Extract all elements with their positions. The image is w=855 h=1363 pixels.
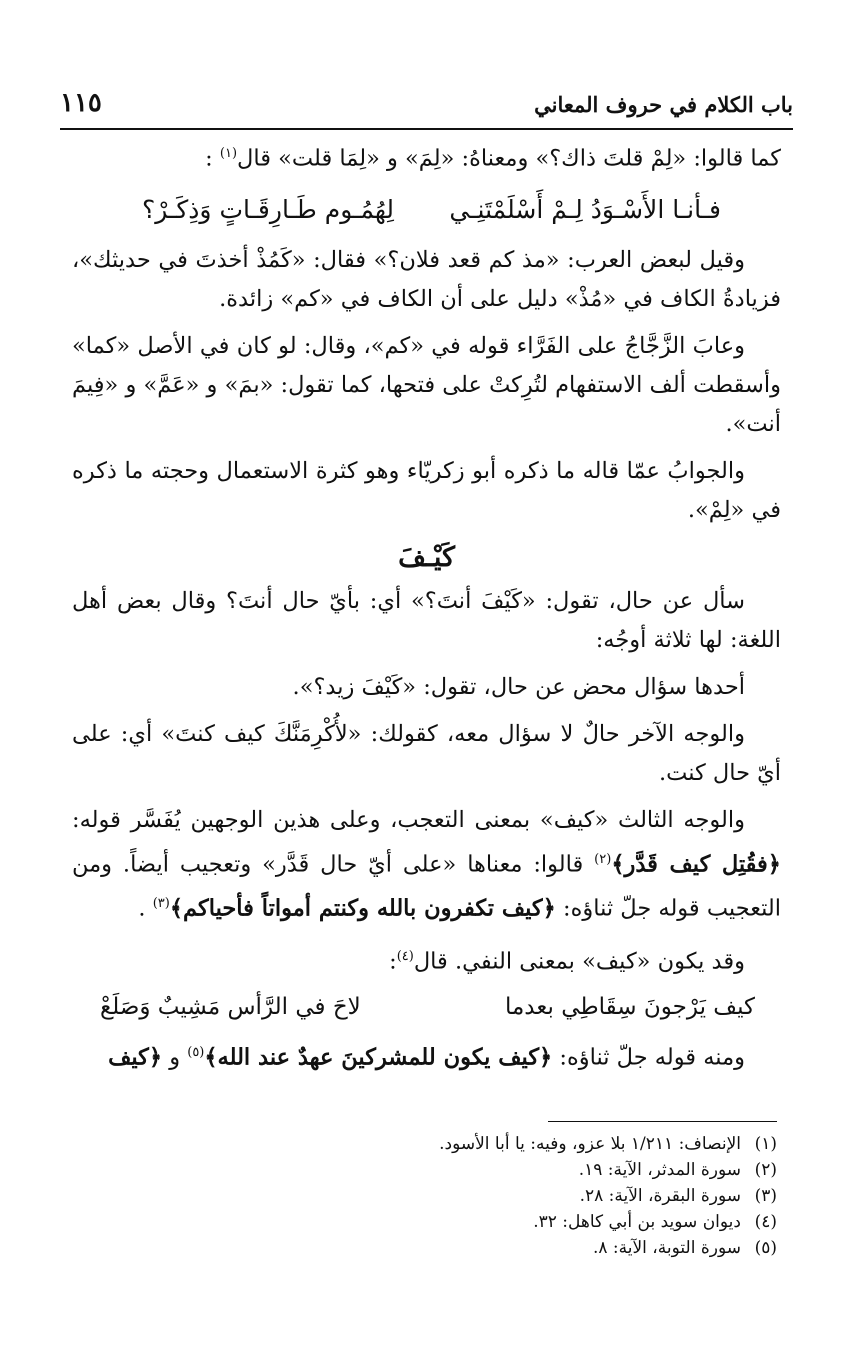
footnote-ref-3: (٣) (152, 896, 170, 911)
verse-1-second-hemistich: لِهُمُـوم طَـارِقَـاتٍ وَذِكَـرْ؟ (142, 195, 395, 224)
footnote-number: (١) (754, 1134, 777, 1154)
paragraph-10 (72, 1033, 781, 1078)
footnote-number: (٢) (754, 1160, 777, 1180)
paragraph-6: أحدها سؤال محض عن حال، تقول: «كَيْفَ زيد؟». (292, 673, 745, 700)
footnote-text: ديوان سويد بن أبي كاهل: ٣٢. (533, 1212, 741, 1232)
running-title: باب الكلام في حروف المعاني (534, 92, 793, 117)
footnote (90, 1131, 777, 1157)
quran-quote: ﴿فقُتِل كيف قَدَّر﴾ (611, 851, 781, 877)
footnote (90, 1157, 777, 1183)
footnote-text: سورة البقرة، الآية: ٢٨. (579, 1186, 741, 1206)
header-rule (60, 128, 793, 130)
text-span: . (138, 895, 146, 922)
paragraph-8 (72, 801, 781, 929)
quran-quote: ﴿كيف (108, 1044, 163, 1071)
footnote (90, 1183, 777, 1209)
footnote-text: سورة التوبة، الآية: ٨. (592, 1238, 741, 1258)
page-header (60, 88, 793, 128)
footnote-number: (٣) (754, 1186, 777, 1206)
footnote (90, 1235, 777, 1261)
text-span: والوجه الثالث «كيف» بمعنى التعجب، وعلى هذين الوجهين يُفَسَّر قوله: (72, 806, 745, 833)
section-title: كَيْـفَ (398, 541, 455, 573)
verse-2 (72, 981, 781, 1033)
footnote-text: الإنصاف: ١/٢١١ بلا عزو، وفيه: يا أبا الأسود. (439, 1134, 741, 1154)
paragraph-7: والوجه الآخر حالٌ لا سؤال معه، كقولك: «لأُكْرِمَنَّكَ كيف كنتَ» أي: على أيّ حال كنت. (72, 720, 781, 786)
verse-2-first-hemistich: كيف يَرْجونَ سِقَاطِي بعدما (504, 994, 755, 1020)
quran-quote: ﴿كيف تكفرون بالله وكنتم أمواتاً فأحياكم﴾ (169, 895, 556, 922)
paragraph-5: سأل عن حال، تقول: «كَيْفَ أنتَ؟» أي: بأيّ حال أنتَ؟ وقال بعض أهل اللغة: لها ثلاثة أوجُه: (72, 587, 781, 653)
paragraph-2: وقيل لبعض العرب: «مذ كم قعد فلان؟» فقال: «كَمُذْ أخذتَ في حديثك»، فزيادةُ الكاف في «مُذْ» دليل على أن الكاف في «كم» زائدة. (72, 246, 781, 312)
paragraph-4: والجوابُ عمّا قاله ما ذكره أبو زكريّاء وهو كثرة الاستعمال وحجته ما ذكره في «لِمْ». (72, 457, 781, 523)
text-span: ومنه قوله جلّ ثناؤه: (559, 1044, 745, 1071)
footnote-text: سورة المدثر، الآية: ١٩. (578, 1160, 741, 1180)
text-span: وقد يكون «كيف» بمعنى النفي. قال (413, 948, 745, 974)
main-text (72, 134, 781, 1078)
paragraph-1 (72, 134, 781, 179)
text-span: قالوا: معناها «على أيّ حال قَدَّر» وتعجيب أيضاً. ومن التعجيب قوله جلّ ثناؤه: (72, 851, 781, 922)
text-span: كما قالوا: «لِمْ قلتَ ذاك؟» ومعناهُ: «لِمَ» و «لِمَا قلت» قال (237, 145, 781, 172)
page-number: ١١٥ (60, 88, 102, 118)
footnote-ref-2: (٢) (594, 851, 612, 867)
text-span: و (169, 1044, 181, 1071)
paragraph-9 (72, 937, 781, 982)
footnote (90, 1209, 777, 1235)
footnotes (90, 1131, 777, 1261)
text-span: : (389, 948, 397, 974)
footnote-ref-5: (٥) (187, 1045, 205, 1060)
footnote-number: (٤) (754, 1212, 777, 1232)
verse-1-first-hemistich: فـأنـا الأَسْـوَدُ لِـمْ أَسْلَمْتَنِـي (449, 195, 721, 224)
footnote-rule (548, 1121, 777, 1122)
footnote-ref-4: (٤) (396, 948, 414, 964)
footnote-ref-1: (١) (219, 146, 238, 161)
paragraph-3: وعابَ الزَّجَّاجُ على الفَرَّاء قوله في «كم»، وقال: لو كان في الأصل «كما» وأسقطت ألف الاستفهام لتُرِكتْ على فتحها، كما تقول: «بمَ» و «عَمَّ» و «فِيمَ أنت». (72, 332, 781, 437)
verse-2-second-hemistich: لاحَ في الرَّأس مَشِيبٌ وَصَلَعْ (100, 994, 361, 1020)
verse-1 (72, 179, 781, 241)
quran-quote: ﴿كيف يكون للمشركينَ عهدٌ عند الله﴾ (204, 1044, 553, 1071)
text-span: : (205, 145, 213, 172)
footnote-number: (٥) (754, 1238, 777, 1258)
